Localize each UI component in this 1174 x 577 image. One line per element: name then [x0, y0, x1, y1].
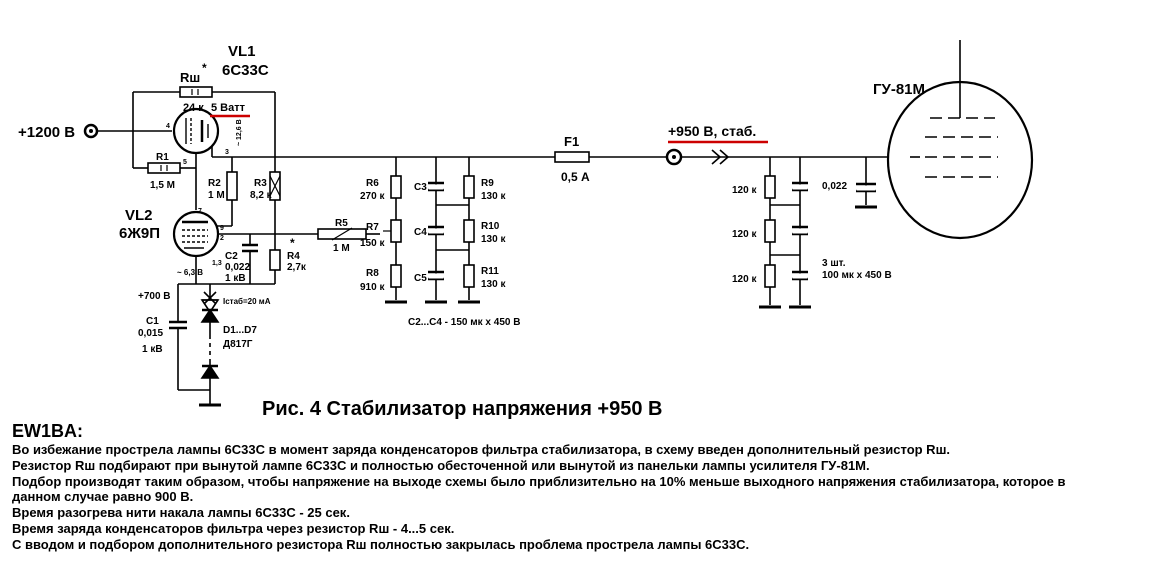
label-tap-voltage: +700 В [138, 291, 171, 302]
label-r2-value: 1 М [208, 190, 225, 201]
label-r8-value: 910 к [360, 282, 385, 293]
pin-label: 7 [198, 208, 202, 215]
label-r6-value: 270 к [360, 191, 385, 202]
note-line: Время разогрева нити накала лампы 6С33С - 25 сек. [12, 505, 350, 521]
label-r9-value: 130 к [481, 191, 506, 202]
label-r4-value: 2,7к [287, 262, 306, 273]
label-caps-note: C2...C4 - 150 мк х 450 В [408, 317, 521, 328]
label-fuse-ref: F1 [564, 134, 580, 149]
resistor-r11 [464, 265, 474, 287]
label-r10-value: 130 к [481, 234, 506, 245]
label-r5-value: 1 М [333, 243, 350, 254]
label-c2-value: 0,022 [225, 262, 251, 273]
label-r7-value: 150 к [360, 238, 385, 249]
label-input-voltage: +1200 В [18, 124, 76, 141]
label-out-cap-small: 0,022 [822, 181, 848, 192]
resistor-bleeder-2 [765, 220, 775, 242]
label-r1-ref: R1 [156, 152, 169, 163]
label-r7-ref: R7 [366, 222, 379, 233]
label-bleeder-1: 120 к [732, 185, 757, 196]
label-r8-ref: R8 [366, 268, 379, 279]
note-line: Время заряда конденсаторов фильтра через резистор Rш - 4...5 сек. [12, 520, 455, 536]
label-load-tube: ГУ-81М [873, 81, 926, 98]
label-r11-ref: R11 [481, 266, 499, 277]
label-rsh-mark: * [202, 61, 207, 75]
fuse-f1 [555, 152, 589, 162]
label-r1-value: 1,5 М [150, 180, 176, 191]
label-c1-ref: C1 [146, 316, 159, 327]
label-out-caps-value: 100 мк х 450 В [822, 270, 892, 281]
resistor-r7 [391, 220, 401, 242]
notes-author: EW1BA: [12, 421, 83, 441]
label-c2-voltage: 1 кВ [225, 273, 246, 284]
label-out-caps-count: 3 шт. [822, 258, 846, 269]
label-rsh-ref: Rш [180, 70, 201, 85]
label-c2-ref: C2 [225, 251, 238, 262]
label-c3-ref: C3 [414, 182, 427, 193]
label-r5-ref: R5 [335, 218, 348, 229]
label-fuse-value: 0,5 А [561, 170, 590, 184]
label-r10-ref: R10 [481, 221, 500, 232]
label-r3-ref: R3 [254, 178, 267, 189]
label-vl1-ref: VL1 [228, 43, 256, 60]
note-line: Во избежание прострела лампы 6С33С в момент заряда конденсаторов фильтра стабилизатора, в схему введен дополнительный резистор Rш. [12, 442, 951, 457]
resistor-r1 [148, 163, 180, 173]
resistor-r10 [464, 220, 474, 242]
label-r4-mark: * [290, 236, 295, 250]
label-bleeder-2: 120 к [732, 229, 757, 240]
tube-vl2 [174, 212, 218, 256]
label-diodes-ref: D1...D7 [223, 325, 257, 336]
label-r6-ref: R6 [366, 178, 379, 189]
resistor-r8 [391, 265, 401, 287]
resistor-bleeder-1 [765, 176, 775, 198]
pin-label: 9 [220, 225, 224, 232]
label-vl2-heater: ~ 6,3 В [177, 268, 204, 277]
label-c5-ref: C5 [414, 273, 427, 284]
label-istab: Iстаб=20 мА [223, 297, 271, 306]
note-line: Подбор производят таким образом, чтобы напряжение на выходе схемы было приблизительно на 10% меньше выходного напряжения стабилизатора, которое в данном случае равно 900 В. [12, 473, 1066, 505]
resistor-r9 [464, 176, 474, 198]
resistor-r6 [391, 176, 401, 198]
label-vl2-ref: VL2 [125, 207, 153, 224]
label-c4-ref: C4 [414, 227, 427, 238]
note-line: Резистор Rш подбирают при вынутой лампе 6С33С и полностью обесточенной или вынутой из панельки лампы усилителя ГУ-81М. [12, 457, 870, 473]
figure-caption: Рис. 4 Стабилизатор напряжения +950 В [262, 398, 663, 420]
label-vl1-type: 6С33С [222, 62, 269, 79]
resistor-bleeder-3 [765, 265, 775, 287]
pin-label: 5 [183, 159, 187, 166]
pin-label: 2 [220, 235, 224, 242]
label-r9-ref: R9 [481, 178, 494, 189]
label-r4-ref: R4 [287, 251, 300, 262]
label-r11-value: 130 к [481, 279, 506, 290]
resistor-r2 [227, 172, 237, 200]
label-c1-value: 0,015 [138, 328, 164, 339]
resistor-rsh [180, 87, 212, 97]
label-bleeder-3: 120 к [732, 274, 757, 285]
label-vl2-type: 6Ж9П [119, 225, 161, 242]
label-vl1-heater: ~ 12,6 В [236, 119, 243, 146]
label-r3-value: 8,2 к [250, 190, 272, 201]
pin-label: 1,3 [212, 260, 222, 267]
pin-label: 4 [166, 123, 170, 130]
label-r2-ref: R2 [208, 178, 221, 189]
pin-label: 3 [225, 149, 229, 156]
label-diodes-type: Д817Г [223, 339, 253, 350]
label-output-voltage: +950 В, стаб. [668, 123, 757, 139]
label-rsh-power: 5 Ватт [211, 102, 246, 114]
label-rsh-value: 24 к [183, 102, 204, 114]
label-c1-voltage: 1 кВ [142, 344, 163, 355]
note-line: С вводом и подбором дополнительного резистора Rш полностью закрылась проблема прострела лампы 6С33С. [12, 536, 750, 552]
author-notes [12, 420, 1162, 553]
resistor-r4 [270, 250, 280, 270]
